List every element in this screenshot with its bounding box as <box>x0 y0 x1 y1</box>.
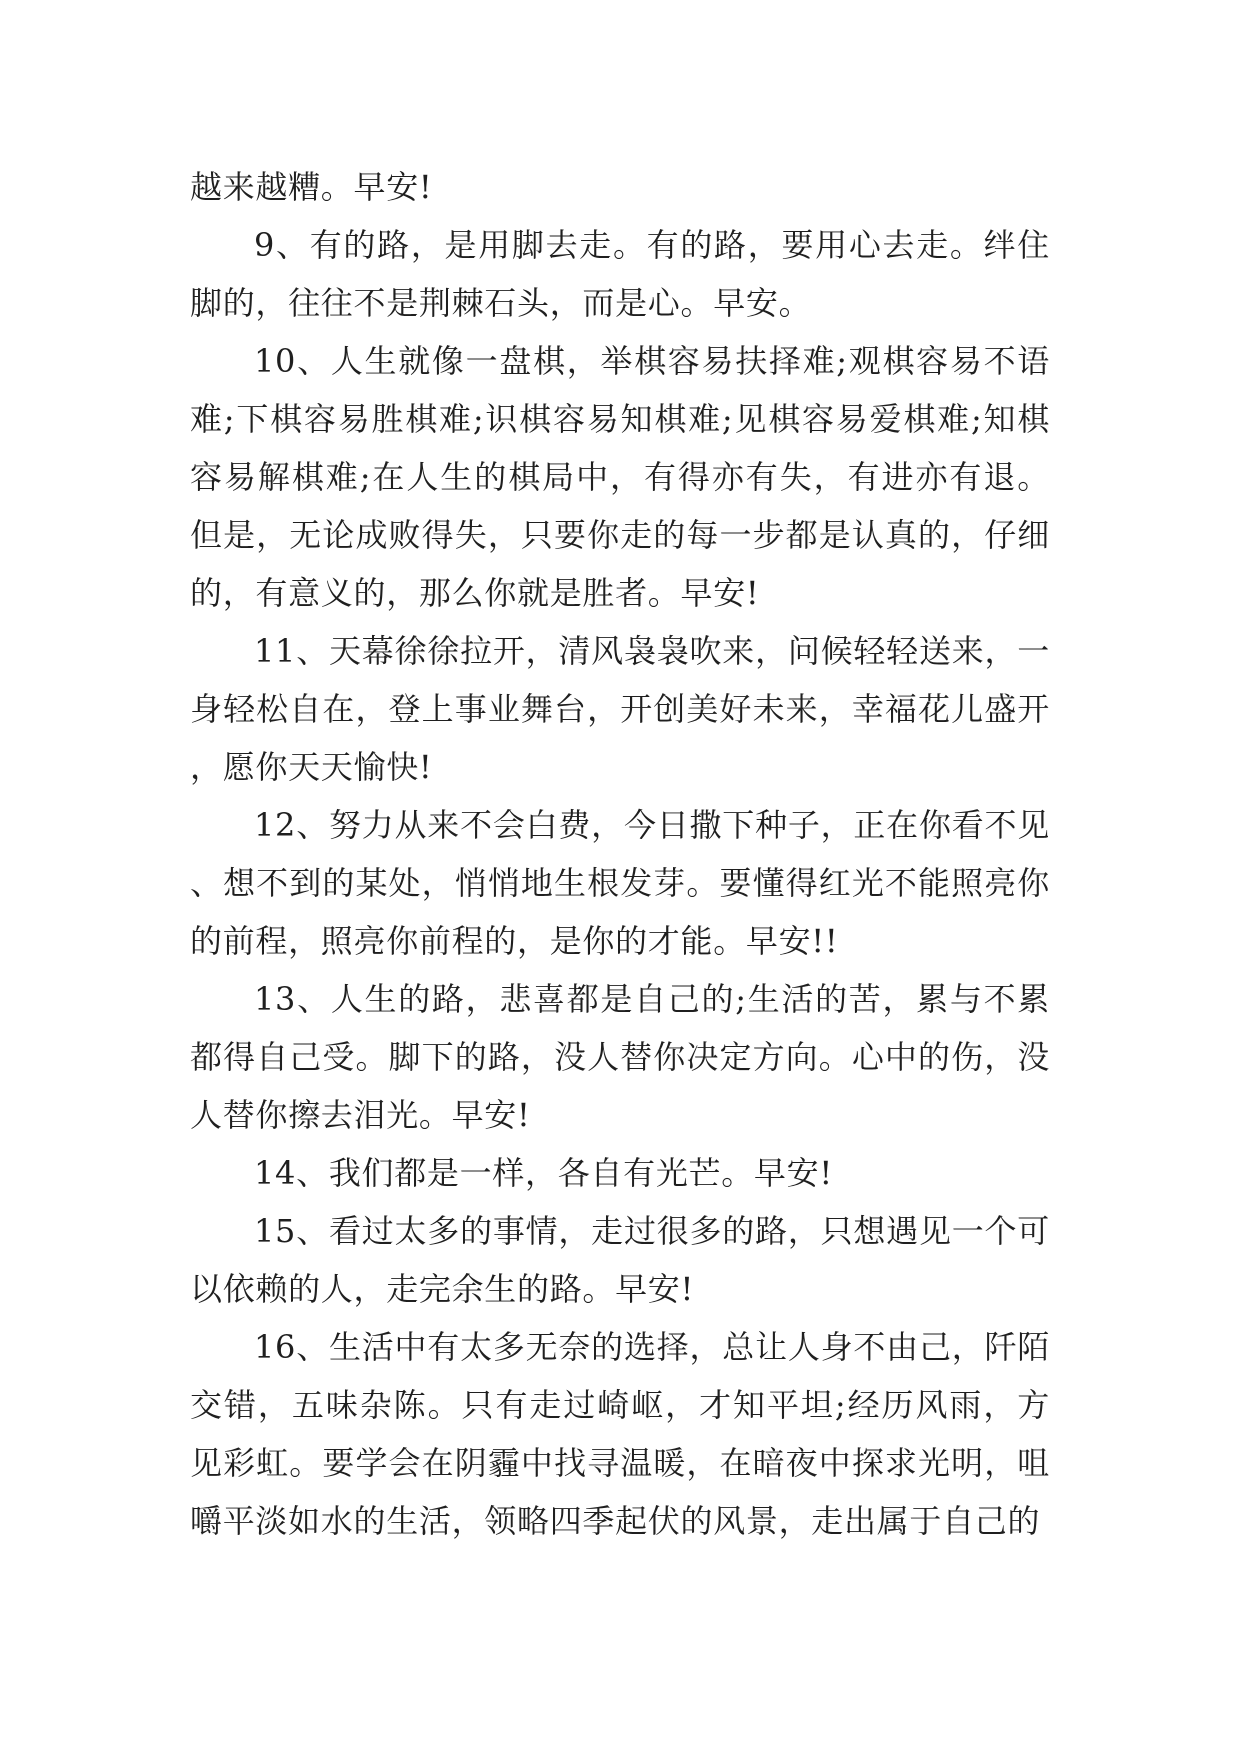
paragraph-item-10: 10、人生就像一盘棋，举棋容易扶择难;观棋容易不语难;下棋容易胜棋难;识棋容易知棋难;见棋容易爱棋难;知棋容易解棋难;在人生的棋局中，有得亦有失，有进亦有退。但是，无论成败得失，只要你走的每一步都是认真的，仔细的，有意义的，那么你就是胜者。早安! <box>190 342 1050 612</box>
document-body <box>190 158 1050 1550</box>
paragraph-item-14: 14、我们都是一样，各自有光芒。早安! <box>254 1154 833 1192</box>
paragraph-item-15: 15、看过太多的事情，走过很多的路，只想遇见一个可以依赖的人，走完余生的路。早安! <box>190 1212 1050 1308</box>
paragraph-item-13: 13、人生的路，悲喜都是自己的;生活的苦，累与不累都得自己受。脚下的路，没人替你决定方向。心中的伤，没人替你擦去泪光。早安! <box>190 980 1050 1134</box>
paragraph-item-12: 12、努力从来不会白费，今日撒下种子，正在你看不见、想不到的某处，悄悄地生根发芽。要懂得红光不能照亮你的前程，照亮你前程的，是你的才能。早安!! <box>190 806 1050 960</box>
paragraph-item-9: 9、有的路，是用脚去走。有的路，要用心去走。绊住脚的，往往不是荆棘石头，而是心。早安。 <box>190 226 1050 322</box>
paragraph-item-11: 11、天幕徐徐拉开，清风袅袅吹来，问候轻轻送来，一身轻松自在，登上事业舞台，开创美好未来，幸福花儿盛开，愿你天天愉快! <box>190 632 1050 786</box>
paragraph-item-16: 16、生活中有太多无奈的选择，总让人身不由己，阡陌交错，五味杂陈。只有走过崎岖，才知平坦;经历风雨，方见彩虹。要学会在阴霾中找寻温暖，在暗夜中探求光明，咀嚼平淡如水的生活，领略四季起伏的风景，走出属于自己的 <box>190 1328 1050 1540</box>
paragraph-continued: 越来越糟。早安! <box>190 168 433 206</box>
